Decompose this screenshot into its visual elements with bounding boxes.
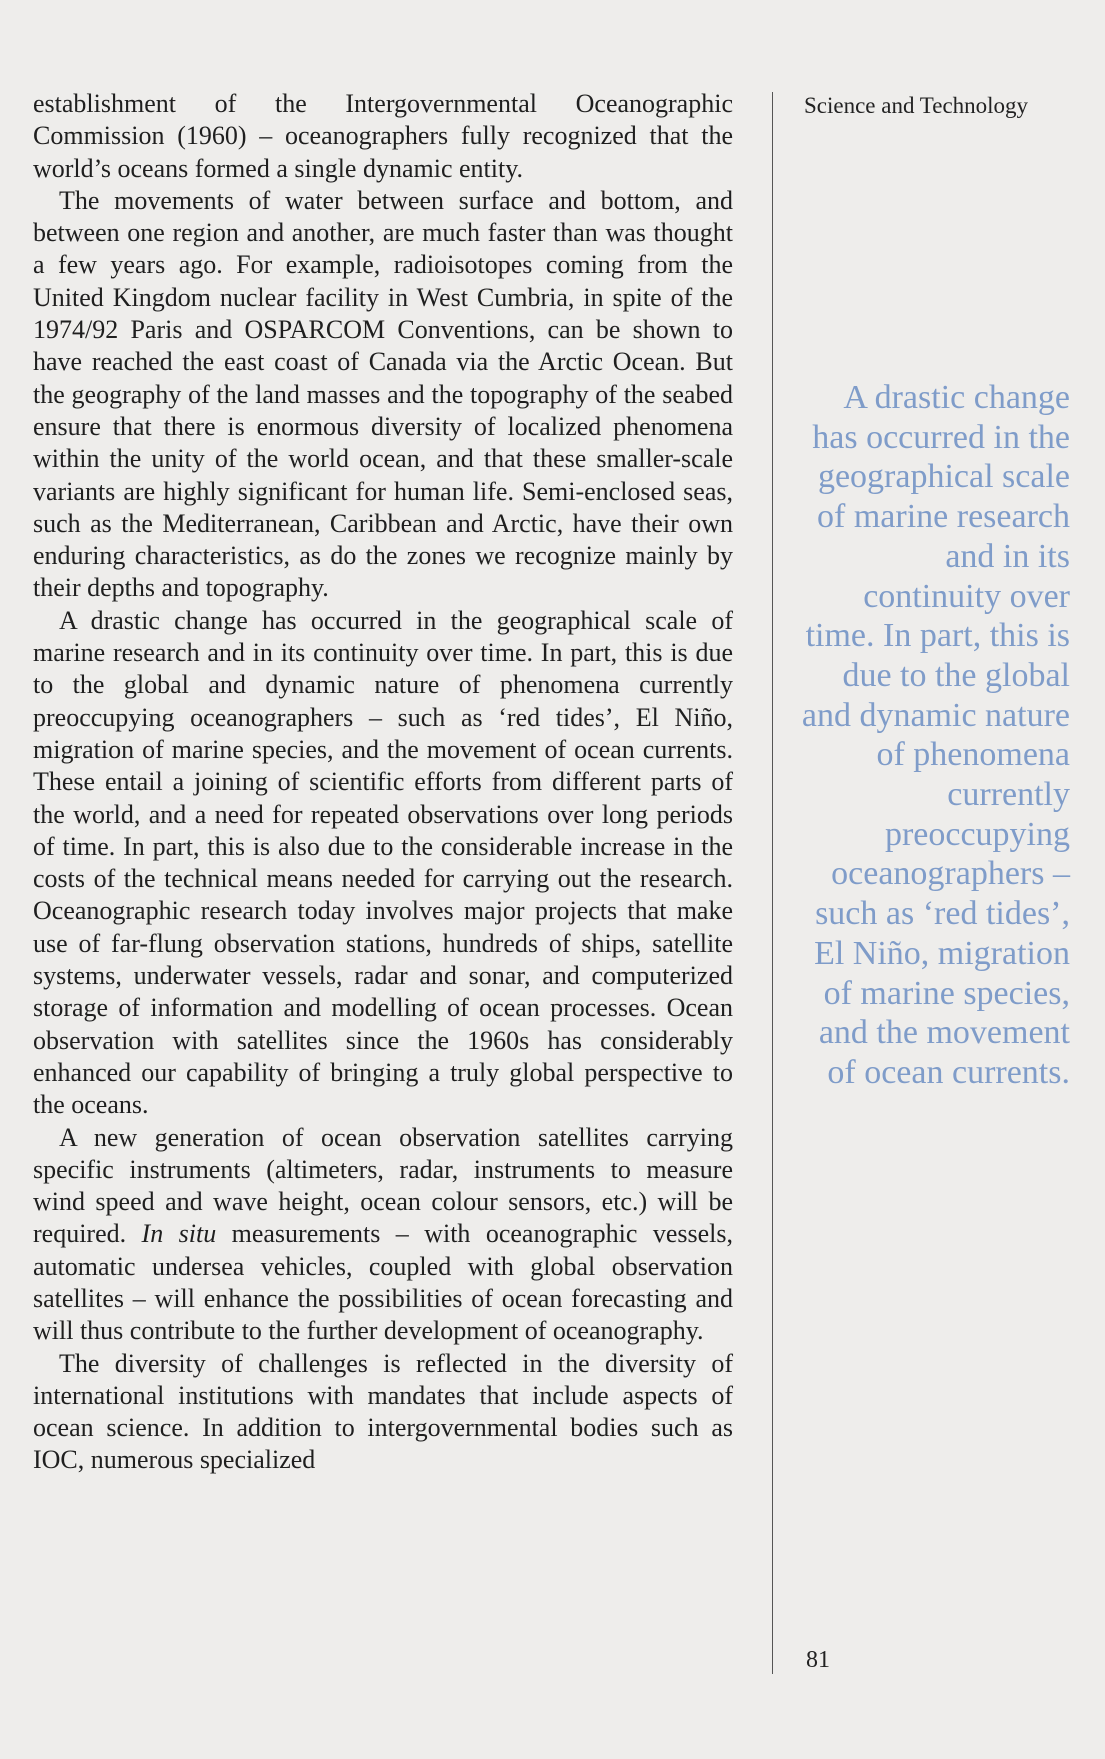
italic-term: In situ — [141, 1219, 217, 1249]
paragraph-5: The diversity of challenges is reflected in the diversity of international institutions with mandates that include aspects of ocean science. In addition to intergovernmental bodies such as IOC, numerous specialized — [33, 1348, 733, 1475]
paragraph-4 — [33, 1122, 733, 1348]
page-number: 81 — [806, 1647, 830, 1673]
pull-quote: A drastic change has occurred in the geographical scale of marine research and in its continuity over time. In part, this is due to the global and dynamic nature of phenomena currently preoccupying oceanographers – such as ‘red tides’, El Niño, migration of marine species, and the movement of ocean currents. — [801, 379, 1070, 1091]
paragraph-4-start: A new generation of ocean observation satellites carrying specific instruments (altimeters, radar, instruments to measure wind speed and wave height, ocean colour sensors, etc.) will be required. — [33, 1122, 733, 1249]
paragraph-4-end: measurements – with oceanographic vessels, automatic undersea vehicles, coupled with global observation satellites – will enhance the possibilities of ocean forecasting and will thus contribute to the further development of oceanography. — [33, 1219, 733, 1346]
running-header: Science and Technology — [804, 93, 1029, 118]
column-divider — [772, 92, 773, 1674]
body-text-column — [33, 88, 733, 1477]
paragraph-1: establishment of the Intergovernmental Oceanographic Commission (1960) – oceanographers fully recognized that the world’s oceans formed a single dynamic entity. — [33, 89, 733, 183]
paragraph-2: The movements of water between surface and bottom, and between one region and another, are much faster than was thought a few years ago. For example, radioisotopes coming from the United Kingdom nuclear facility in West Cumbria, in spite of the 1974/92 Paris and OSPARCOM Conventions, can be shown to have reached the east coast of Canada via the Arctic Ocean. But the geography of the land masses and the topography of the seabed ensure that there is enormous diversity of localized phenomena within the unity of the world ocean, and that these smaller-scale variants are highly significant for human life. Semi-enclosed seas, such as the Mediterranean, Caribbean and Arctic, have their own enduring characteristics, as do the zones we recognize mainly by their depths and topography. — [33, 185, 733, 603]
paragraph-3: A drastic change has occurred in the geographical scale of marine research and in its continuity over time. In part, this is due to the global and dynamic nature of phenomena currently preoccupying oceanographers – such as ‘red tides’, El Niño, migration of marine species, and the movement of ocean currents. These entail a joining of scientific efforts from different parts of the world, and a need for repeated observations over long periods of time. In part, this is also due to the considerable increase in the costs of the technical means needed for carrying out the research. Oceanographic research today involves major projects that make use of far-flung observation stations, hundreds of ships, satellite systems, underwater vessels, radar and sonar, and computerized storage of information and modelling of ocean processes. Ocean observation with satellites since the 1960s has considerably enhanced our capability of bringing a truly global perspective to the oceans. — [33, 605, 733, 1120]
